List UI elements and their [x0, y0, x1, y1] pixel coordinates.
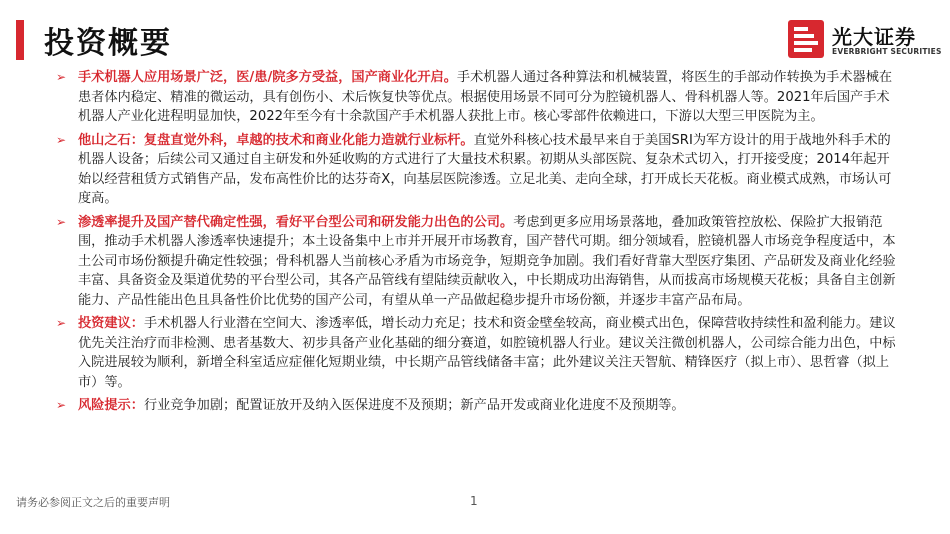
bullet-lead: 他山之石：复盘直觉外科，卓越的技术和商业化能力造就行业标杆。 [78, 132, 474, 148]
summary-content [56, 68, 896, 420]
chevron-right-icon: ➢ [56, 70, 67, 84]
bullet-body: 手术机器人通过各种算法和机械装置，将医生的手部动作转换为手术器械在患者体内稳定、精准的微运动，具有创伤小、术后恢复快等优点。根据使用场景不同可分为腔镜机器人、骨科机器人等。2021年后国产手术机器人产业化进程明显加快，2022年至今有十余款国产手术机器人获批上市。核心零部件依赖进口，下游以大型三甲医院为主。 [78, 70, 893, 124]
bullet-lead: 投资建议： [78, 316, 144, 331]
chevron-right-icon: ➢ [56, 398, 67, 412]
summary-bullet-1 [56, 68, 896, 127]
chevron-right-icon: ➢ [56, 316, 67, 330]
summary-bullet-4 [56, 314, 896, 392]
brand-logo [786, 18, 942, 60]
logo-name-cn: 光大证券 [832, 25, 916, 49]
bullet-lead: 渗透率提升及国产替代确定性强，看好平台型公司和研发能力出色的公司。 [78, 214, 514, 230]
page-number: 1 [470, 494, 478, 508]
logo-name-en: EVERBRIGHT SECURITIES [832, 47, 942, 56]
bullet-lead: 风险提示： [78, 398, 144, 413]
bullet-body: 考虑到更多应用场景落地，叠加政策管控放松、保险扩大报销范围，推动手术机器人渗透率快速提升；本土设备集中上市并开展开市场教育，国产替代可期。细分领域看，腔镜机器人市场竞争程度适中，本土公司市场份额提升确定性较强；骨科机器人当前核心矛盾为市场竞争，短期竞争加剧。我们看好背靠大型医疗集团、产品研发及商业化经验丰富、具备资金及渠道优势的平台型公司，其各产品管线有望陆续贡献收入，中长期成功出海销售，从而拔高市场规模天花板；具备自主创新能力、产品性能出色且具备性价比优势的国产公司，有望从单一产品做起稳步提升市场份额，并逐步丰富产品布局。 [78, 214, 896, 308]
everbright-logo-icon [786, 18, 826, 60]
bullet-body: 直觉外科核心技术最早来自于美国SRI为军方设计的用于战地外科手术的机器人设备；后续公司又通过自主研发和外延收购的方式进行了大量技术积累。初期从头部医院、复杂术式切入，打开接受度；2014年起开始以经营租赁方式销售产品，发布高性价比的达芬奇X，向基层医院渗透。立足北美、走向全球，打开成长天花板。商业模式成熟，市场认可度高。 [78, 132, 892, 206]
chevron-right-icon: ➢ [56, 214, 67, 229]
bullet-body: 行业竞争加剧；配置证放开及纳入医保进度不及预期；新产品开发或商业化进度不及预期等。 [143, 398, 685, 413]
bullet-body: 手术机器人行业潜在空间大、渗透率低，增长动力充足；技术和资金壁垒较高，商业模式出色，保障营收持续性和盈利能力。建议优先关注治疗而非检测、患者基数大、初步具备产业化基础的细分赛道，如腔镜机器人行业。建议关注微创机器人，公司综合能力出色，中标入院进展较为顺利，新增全科室适应症催化短期业绩，中长期产品管线储备丰富；此外建议关注天智航、精锋医疗（拟上市）、思哲睿（拟上市）等。 [78, 316, 896, 390]
title-accent-bar [16, 20, 24, 60]
page-title: 投资概要 [44, 26, 172, 61]
footer-disclaimer: 请务必参阅正文之后的重要声明 [16, 496, 170, 509]
summary-bullet-3 [56, 213, 896, 311]
chevron-right-icon: ➢ [56, 132, 67, 147]
bullet-lead: 手术机器人应用场景广泛，医/患/院多方受益，国产商业化开启。 [78, 70, 457, 85]
summary-bullet-2 [56, 131, 896, 209]
summary-bullet-5 [56, 396, 896, 416]
